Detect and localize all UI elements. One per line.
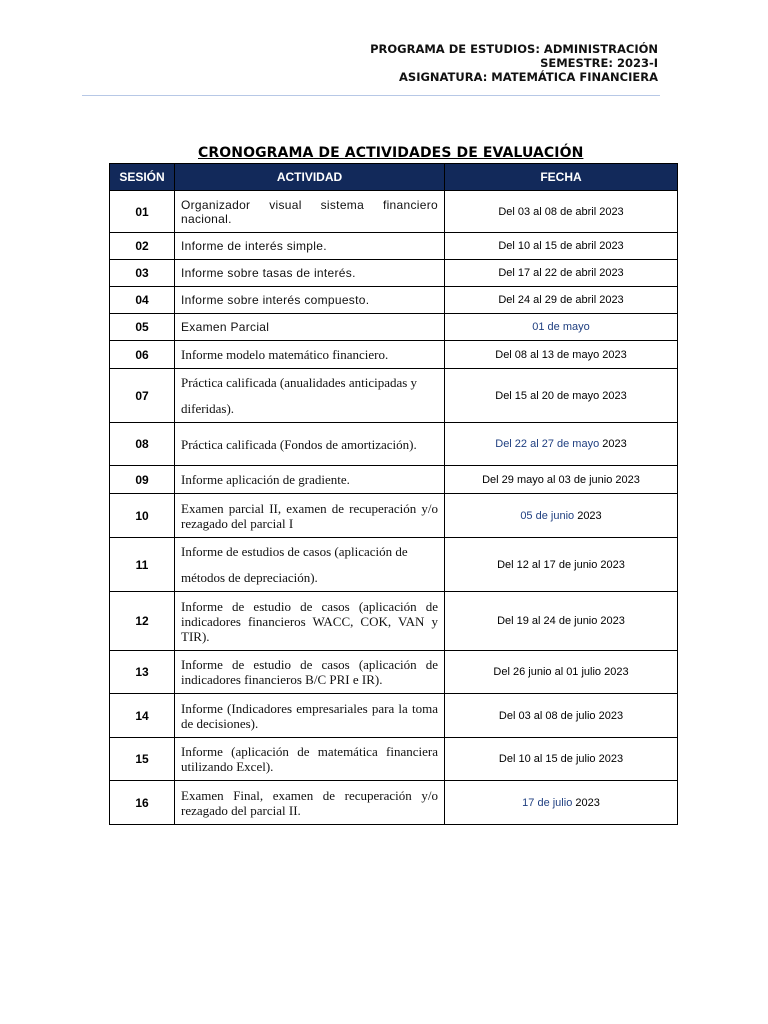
date-text: Del 19 al 24 de junio 2023 — [497, 615, 625, 627]
activity-cell: Informe de estudio de casos (aplicación de indicadores financieros WACC, COK, VAN y TIR). — [175, 592, 445, 651]
date-cell — [445, 314, 678, 341]
date-text: Del 26 junio al 01 julio 2023 — [493, 666, 629, 678]
schedule-table — [109, 163, 678, 825]
table-row — [110, 233, 678, 260]
activity-cell: Informe modelo matemático financiero. — [175, 341, 445, 369]
activity-cell: Informe (aplicación de matemática financiera utilizando Excel). — [175, 738, 445, 781]
date-text: 2023 — [599, 438, 627, 450]
date-highlight: 17 de julio — [522, 796, 573, 809]
date-cell — [445, 592, 678, 651]
header-program: PROGRAMA DE ESTUDIOS: ADMINISTRACIÓN — [370, 42, 658, 56]
activity-cell: Organizador visual sistema financiero nacional. — [175, 191, 445, 233]
activity-cell: Examen Parcial — [175, 314, 445, 341]
column-header-actividad: ACTIVIDAD — [175, 164, 445, 191]
session-number: 11 — [110, 538, 175, 592]
table-row — [110, 538, 678, 592]
date-text: Del 15 al 20 de mayo 2023 — [495, 389, 627, 402]
activity-cell: Informe sobre interés compuesto. — [175, 287, 445, 314]
date-highlight: Del 22 al 27 de mayo — [495, 438, 600, 450]
column-header-fecha: FECHA — [445, 164, 678, 191]
date-text: Del 24 al 29 de abril 2023 — [498, 294, 624, 306]
table-row — [110, 494, 678, 538]
date-cell — [445, 651, 678, 694]
table-header-row — [110, 164, 678, 191]
session-number: 04 — [110, 287, 175, 314]
session-number: 05 — [110, 314, 175, 341]
activity-cell: Informe de estudios de casos (aplicación de métodos de depreciación). — [175, 538, 445, 592]
date-cell — [445, 191, 678, 233]
session-number: 10 — [110, 494, 175, 538]
date-text: Del 10 al 15 de abril 2023 — [498, 240, 624, 252]
session-number: 07 — [110, 369, 175, 423]
table-row — [110, 423, 678, 466]
table-row — [110, 738, 678, 781]
date-text: Del 10 al 15 de julio 2023 — [498, 753, 624, 765]
document-header — [370, 42, 658, 84]
session-number: 01 — [110, 191, 175, 233]
date-highlight: 01 de mayo — [532, 321, 590, 333]
date-cell — [445, 781, 678, 825]
page-title: CRONOGRAMA DE ACTIVIDADES DE EVALUACIÓN — [198, 145, 584, 161]
table-row — [110, 651, 678, 694]
session-number: 02 — [110, 233, 175, 260]
table-row — [110, 287, 678, 314]
date-highlight: 05 de junio — [520, 509, 575, 522]
date-text: Del 12 al 17 de junio 2023 — [497, 558, 625, 571]
date-cell — [445, 423, 678, 466]
activity-cell: Examen parcial II, examen de recuperación y/o rezagado del parcial I — [175, 494, 445, 538]
date-text: 2023 — [572, 796, 600, 809]
table-row — [110, 260, 678, 287]
session-number: 12 — [110, 592, 175, 651]
date-cell — [445, 494, 678, 538]
date-text: 2023 — [574, 509, 602, 522]
date-cell — [445, 341, 678, 369]
session-number: 13 — [110, 651, 175, 694]
table-row — [110, 466, 678, 494]
date-cell — [445, 738, 678, 781]
header-semester: SEMESTRE: 2023-I — [540, 56, 658, 70]
date-cell — [445, 260, 678, 287]
activity-cell: Informe sobre tasas de interés. — [175, 260, 445, 287]
date-text: Del 03 al 08 de julio 2023 — [498, 709, 624, 722]
date-text: Del 17 al 22 de abril 2023 — [498, 267, 624, 279]
table-row — [110, 592, 678, 651]
table-row — [110, 341, 678, 369]
date-text: Del 03 al 08 de abril 2023 — [498, 205, 624, 218]
session-number: 15 — [110, 738, 175, 781]
table-row — [110, 781, 678, 825]
activity-cell: Práctica calificada (Fondos de amortización). — [175, 423, 445, 466]
session-number: 06 — [110, 341, 175, 369]
date-cell — [445, 369, 678, 423]
session-number: 16 — [110, 781, 175, 825]
table-row — [110, 694, 678, 738]
header-divider — [82, 95, 660, 96]
activity-cell: Informe aplicación de gradiente. — [175, 466, 445, 494]
table-row — [110, 314, 678, 341]
session-number: 08 — [110, 423, 175, 466]
column-header-sesion: SESIÓN — [110, 164, 175, 191]
date-text: Del 08 al 13 de mayo 2023 — [495, 348, 627, 361]
activity-cell: Examen Final, examen de recuperación y/o rezagado del parcial II. — [175, 781, 445, 825]
date-cell — [445, 694, 678, 738]
date-cell — [445, 287, 678, 314]
header-subject: ASIGNATURA: MATEMÁTICA FINANCIERA — [399, 70, 658, 84]
activity-cell: Informe de interés simple. — [175, 233, 445, 260]
session-number: 09 — [110, 466, 175, 494]
activity-cell: Informe (Indicadores empresariales para la toma de decisiones). — [175, 694, 445, 738]
table-row — [110, 369, 678, 423]
session-number: 03 — [110, 260, 175, 287]
table-row — [110, 191, 678, 233]
date-cell — [445, 538, 678, 592]
date-cell — [445, 466, 678, 494]
activity-cell: Informe de estudio de casos (aplicación de indicadores financieros B/C PRI e IR). — [175, 651, 445, 694]
activity-cell: Práctica calificada (anualidades anticipadas y diferidas). — [175, 369, 445, 423]
session-number: 14 — [110, 694, 175, 738]
date-cell — [445, 233, 678, 260]
date-text: Del 29 mayo al 03 de junio 2023 — [482, 473, 640, 486]
